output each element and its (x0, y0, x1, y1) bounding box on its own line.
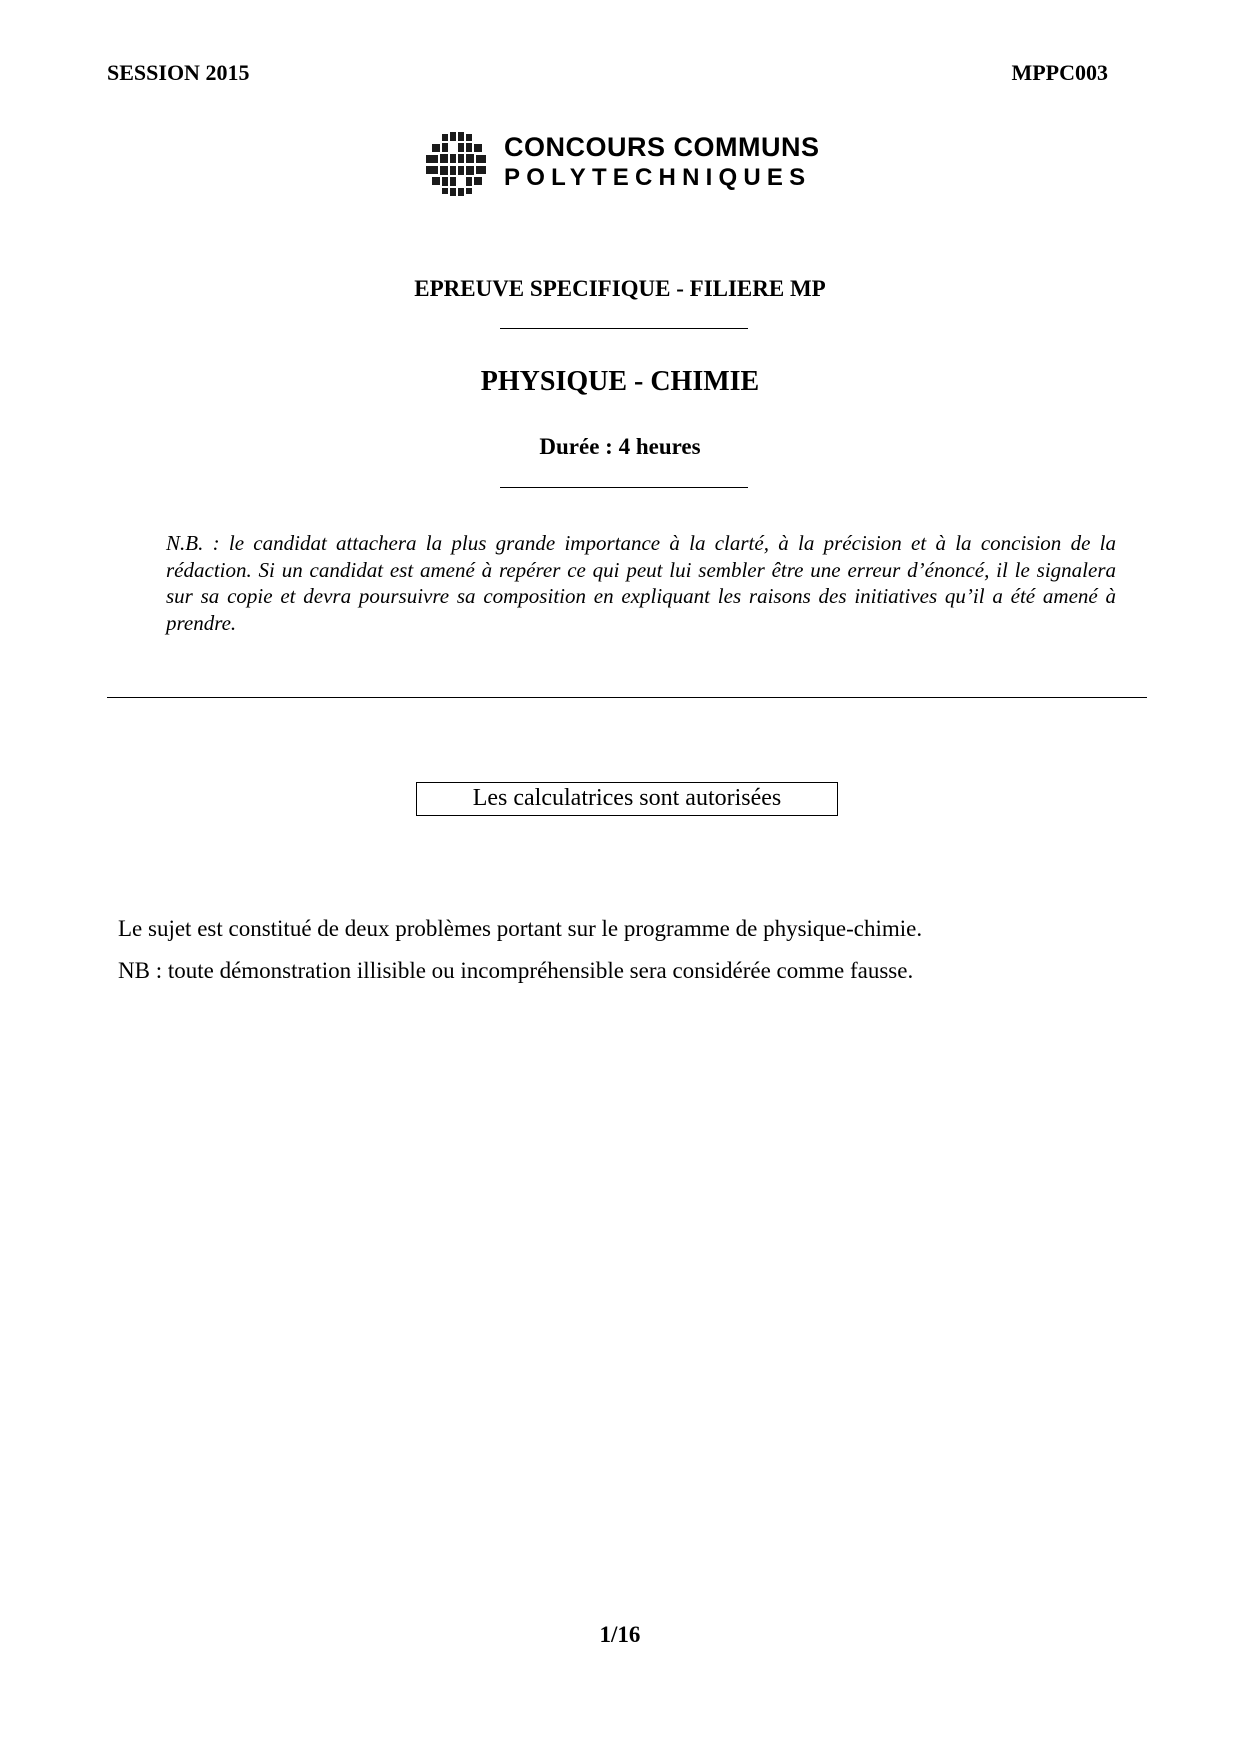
section-divider (107, 697, 1147, 698)
divider (500, 328, 748, 329)
candidate-notice: N.B. : le candidat attachera la plus grande importance à la clarté, à la précision et à la concision de la rédaction. Si un candidat est amené à repérer ce qui peut lui sembler être une erreur d’énoncé, il le signalera sur sa copie et devra poursuivre sa composition en expliquant les raisons des initiatives qu’il a été amené à prendre. (166, 531, 1116, 635)
exam-track-title: EPREUVE SPECIFIQUE - FILIERE MP (414, 276, 826, 301)
page-number: 1/16 (599, 1622, 641, 1647)
calculators-notice-box: Les calculatrices sont autorisées (416, 782, 838, 816)
body-paragraph: NB : toute démonstration illisible ou incompréhensible sera considérée comme fausse. (118, 958, 914, 983)
logo-text-line1: CONCOURS COMMUNS (504, 132, 820, 162)
logo (420, 128, 820, 198)
logo-text-line2: POLYTECHNIQUES (504, 164, 812, 191)
body-paragraph: Le sujet est constitué de deux problèmes portant sur le programme de physique-chimie. (118, 916, 923, 941)
exam-code: MPPC003 (1011, 60, 1108, 85)
divider (500, 487, 748, 488)
ccp-globe-logo-icon (420, 128, 492, 200)
subject-title: PHYSIQUE - CHIMIE (480, 366, 760, 397)
session-label: SESSION 2015 (107, 60, 250, 85)
duration: Durée : 4 heures (539, 434, 701, 459)
